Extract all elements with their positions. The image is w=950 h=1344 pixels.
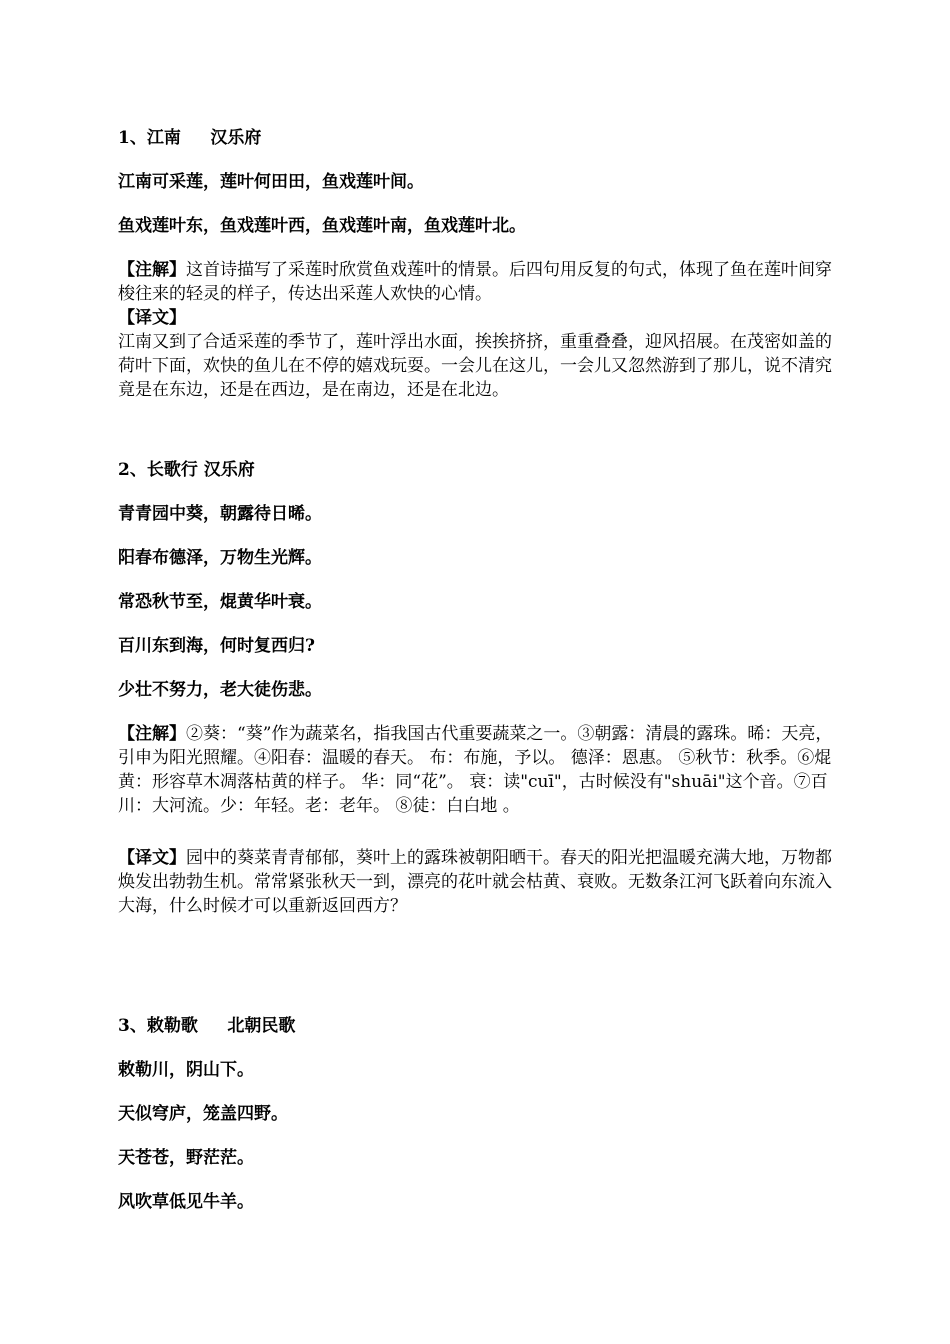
poem-1-line-1: 江南可采莲，莲叶何田田，鱼戏莲叶间。	[118, 172, 424, 192]
poem-2-heading: 2、长歌行 汉乐府	[118, 460, 255, 480]
poem-1-translation-label	[118, 306, 848, 330]
poem-2-line-2: 阳春布德泽，万物生光辉。	[118, 548, 322, 568]
poem-2-translation	[118, 846, 848, 918]
notes-label: 【注解】	[118, 724, 186, 744]
poem-3-line-1: 敕勒川，阴山下。	[118, 1060, 254, 1080]
notes-text: ②葵：“葵”作为蔬菜名，指我国古代重要蔬菜之一。③朝露：清晨的露珠。晞：天亮，引申为阳光照耀。④阳春：温暖的春天。 布：布施，予以。 德泽：恩惠。 ⑤秋节：秋季。⑥焜黄：形容草木凋落枯黄的样子。 华：同“花”。 衰：读"cuī"，古时候没有"shuāi"这个音。⑦百川：大河流。少：年轻。老：老年。 ⑧徒：白白地 。	[118, 724, 833, 816]
poem-2-notes	[118, 722, 848, 818]
notes-label: 【注解】	[118, 260, 186, 280]
poem-3-heading: 3、敕勒歌 北朝民歌	[118, 1016, 296, 1036]
poem-3-line-2: 天似穹庐，笼盖四野。	[118, 1104, 288, 1124]
poem-1-heading: 1、江南 汉乐府	[118, 128, 262, 148]
poem-1-notes	[118, 258, 848, 306]
poem-1-line-2: 鱼戏莲叶东，鱼戏莲叶西，鱼戏莲叶南，鱼戏莲叶北。	[118, 216, 526, 236]
poem-2-line-1: 青青园中葵，朝露待日晞。	[118, 504, 322, 524]
translation-label: 【译文】	[118, 308, 186, 328]
poem-3-line-4: 风吹草低见牛羊。	[118, 1192, 254, 1212]
poem-2-line-4: 百川东到海，何时复西归?	[118, 636, 315, 656]
translation-text: 园中的葵菜青青郁郁，葵叶上的露珠被朝阳晒干。春天的阳光把温暖充满大地，万物都焕发出勃勃生机。常常紧张秋天一到，漂亮的花叶就会枯黄、衰败。无数条江河飞跃着向东流入大海，什么时候才可以重新返回西方？	[118, 848, 832, 916]
poem-2-line-3: 常恐秋节至，焜黄华叶衰。	[118, 592, 322, 612]
poem-2-line-5: 少壮不努力，老大徒伤悲。	[118, 680, 322, 700]
notes-text: 这首诗描写了采莲时欣赏鱼戏莲叶的情景。后四句用反复的句式，体现了鱼在莲叶间穿梭往来的轻灵的样子，传达出采莲人欢快的心情。	[118, 260, 832, 304]
translation-label: 【译文】	[118, 848, 186, 868]
poem-1-translation: 江南又到了合适采莲的季节了，莲叶浮出水面，挨挨挤挤，重重叠叠，迎风招展。在茂密如盖的荷叶下面，欢快的鱼儿在不停的嬉戏玩耍。一会儿在这儿，一会儿又忽然游到了那儿，说不清究竟是在东边，还是在西边，是在南边，还是在北边。	[118, 332, 832, 400]
poem-3-line-3: 天苍苍，野茫茫。	[118, 1148, 254, 1168]
